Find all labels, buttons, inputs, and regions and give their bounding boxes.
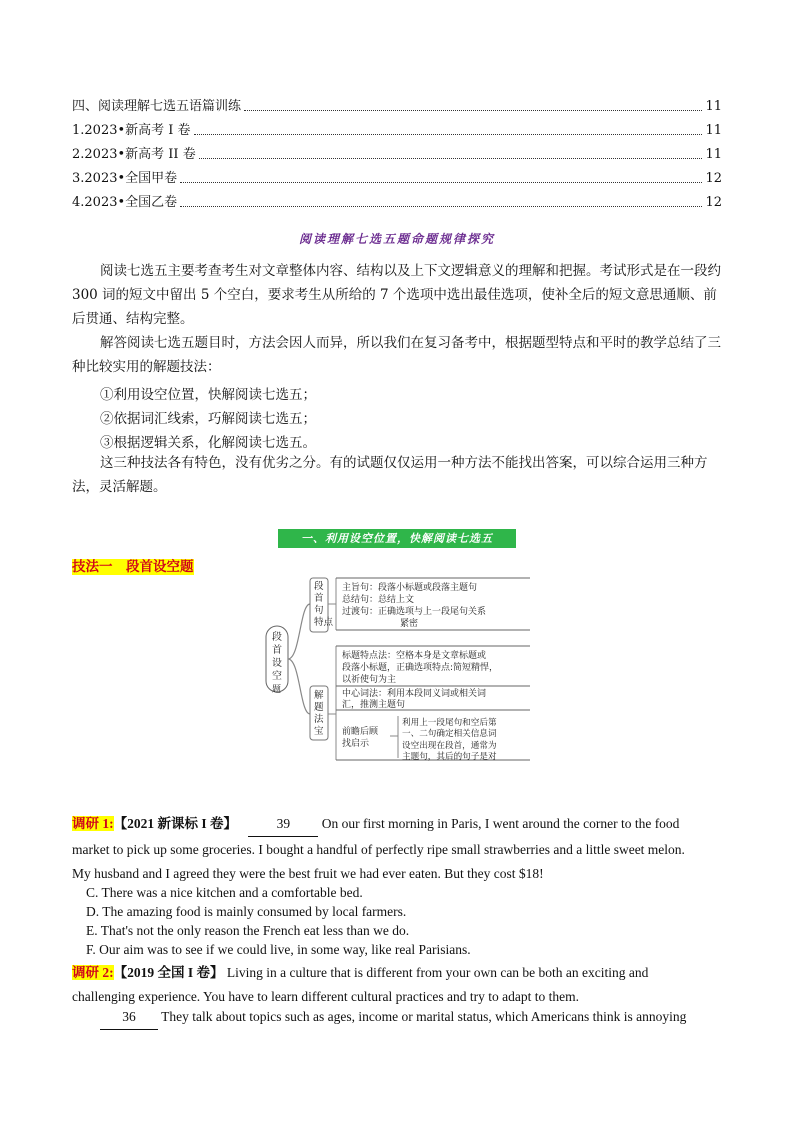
option-item[interactable]: E. That's not the only reason the French eat less than we do. — [86, 923, 410, 938]
root-char: 题 — [272, 685, 282, 695]
section-title: 阅读理解七选五题命题规律探究 — [298, 232, 495, 246]
toc-row[interactable] — [72, 144, 722, 162]
intro-paragraph-3: 这三种技法各有特色，没有优劣之分。有的试题仅仅运用一种方法不能找出答案，可以综合运用三种方法，灵活解题。 — [72, 455, 708, 495]
skill-label-text: 技法一 段首设空题 — [72, 559, 194, 575]
toc-title: 四、阅读理解七选五语篇训练 — [72, 99, 242, 114]
connector — [328, 646, 336, 760]
connector — [288, 659, 310, 714]
leaf-line: 总结句：总结上文 — [342, 595, 415, 605]
toc-leader — [180, 182, 702, 183]
technique-item: ②依据词汇线索，巧解阅读七选五； — [100, 411, 316, 427]
example-2-line-2: challenging experience. You have to learn different cultural practices and try to adapt to them. — [72, 989, 579, 1004]
toc-page: 11 — [705, 123, 722, 138]
option-item[interactable]: D. The amazing food is mainly consumed by local farmers. — [86, 904, 407, 919]
example-2-line-3 — [72, 1005, 722, 1030]
toc-page: 12 — [705, 195, 722, 210]
leaf-line: 紧密 — [400, 619, 419, 629]
branch-methods-label: 解题法宝 — [314, 690, 324, 737]
example-label: 调研 2: — [72, 965, 114, 980]
technique-item: ①利用设空位置，快解阅读七选五； — [100, 387, 316, 403]
toc-page: 12 — [705, 171, 722, 186]
branch2-box2-text: 中心词法：利用本段同义词或相关词 汇，推测主题句 — [342, 689, 487, 710]
example-text: They talk about topics such as ages, income or marital status, which Americans think is annoying — [161, 1009, 687, 1024]
root-char: 设 — [272, 658, 282, 669]
toc-row[interactable] — [72, 120, 722, 138]
toc-row[interactable] — [72, 192, 722, 210]
branch2-sub-b-text: 设空出现在段首，通常为 主题句，其后的句子是对 — [402, 741, 497, 762]
toc-title: 3.2023•全国甲卷 — [72, 171, 178, 186]
connector — [288, 604, 310, 659]
branch2-box1-text: 标题特点法：空格本身是文章标题或 段落小标题，正确选项特点:简短精悍， 以祈使句为主 — [342, 651, 499, 685]
toc-page: 11 — [705, 99, 722, 114]
example-label: 调研 1: — [72, 816, 114, 831]
example-source: 【2021 新课标 I 卷】 — [113, 816, 238, 831]
example-1-line-3: My husband and I agreed they were the best fruit we had ever eaten. But they cost $18! — [72, 866, 544, 881]
root-char: 空 — [272, 671, 282, 682]
option-item[interactable]: C. There was a nice kitchen and a comfortable bed. — [86, 885, 363, 900]
toc-leader — [244, 110, 702, 111]
example-2-line-1 — [72, 961, 722, 985]
example-1-line-1 — [72, 812, 722, 837]
technique-item: ③根据逻辑关系，化解阅读七选五。 — [100, 435, 316, 451]
toc-row[interactable] — [72, 96, 722, 114]
toc-leader — [194, 134, 703, 135]
example-source: 【2019 全国 I 卷】 — [113, 965, 224, 980]
section-banner: 一、利用设空位置，快解阅读七选五 — [278, 529, 516, 548]
answer-blank[interactable]: 39 — [248, 812, 318, 837]
intro-paragraph-1: 阅读七选五主要考查考生对文章整体内容、结构以及上下文逻辑意义的理解和把握。考试形式是在一段约 300 词的短文中留出 5 个空白，要求考生从所给的 7 个选项中选出最佳选项，使补全后的短文意思通顺、前后贯通、结构完整。 — [72, 263, 721, 327]
example-1-line-2: market to pick up some groceries. I bought a handful of perfectly ripe small strawberries and a little sweet melon. — [72, 842, 685, 857]
connector — [390, 716, 398, 758]
mind-map-diagram — [262, 574, 532, 764]
skill-label — [72, 555, 194, 575]
branch1-leaf-text — [342, 581, 489, 629]
branch2-sub-label: 前瞻后顾找启示 — [342, 727, 379, 749]
root-char: 首 — [272, 645, 282, 656]
leaf-line: 主旨句：段落小标题或段落主题句 — [342, 583, 478, 593]
toc-title: 2.2023•新高考 II 卷 — [72, 147, 196, 162]
branch-features-label: 段首句特点 — [314, 581, 334, 628]
answer-blank[interactable]: 36 — [100, 1005, 158, 1030]
root-char: 段 — [272, 632, 282, 643]
intro-paragraph-2: 解答阅读七选五题目时，方法会因人而异，所以我们在复习备考中，根据题型特点和平时的教学总结了三种比较实用的解题技法： — [72, 335, 721, 375]
toc-leader — [180, 206, 702, 207]
leaf-line: 过渡句：正确选项与上一段尾句关系 — [342, 607, 487, 617]
toc-title: 4.2023•全国乙卷 — [72, 195, 178, 210]
option-item[interactable]: F. Our aim was to see if we could live, in some way, like real Parisians. — [86, 942, 471, 957]
branch2-sub-a-text: 利用上一段尾句和空后第 一、二句确定相关信息词 — [402, 718, 497, 739]
toc-row[interactable] — [72, 168, 722, 186]
toc-title: 1.2023•新高考 I 卷 — [72, 123, 191, 138]
toc-page: 11 — [705, 147, 722, 162]
example-text: On our first morning in Paris, I went around the corner to the food — [321, 816, 680, 831]
example-text: Living in a culture that is different from your own can be both an exciting and — [226, 965, 649, 980]
toc-leader — [199, 158, 703, 159]
